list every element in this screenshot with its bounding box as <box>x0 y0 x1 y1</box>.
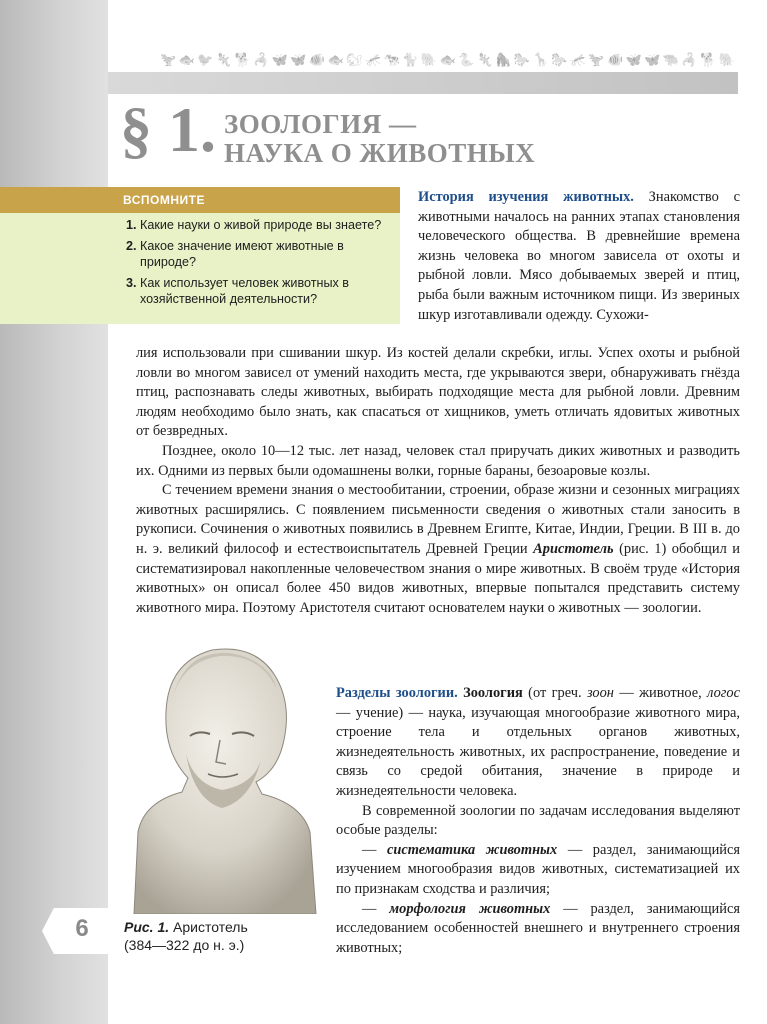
question-number: 3. <box>126 276 137 290</box>
question-number: 2. <box>126 239 137 253</box>
question-number: 1. <box>126 218 137 232</box>
animal-silhouette-icon: 🦖 <box>160 52 177 68</box>
animal-silhouette-icon: 🐃 <box>662 52 679 68</box>
figure-caption <box>124 918 314 954</box>
aristotle-name: Аристотель <box>533 540 614 557</box>
animal-silhouette-icon: 🐄 <box>383 52 400 68</box>
history-p3-part-a: С течением времени знания о местообитании, строении, образе жизни и сезонных миграциях животных расширялись. С появлением письменности сведения о животных стали заносить в рукописи. Сочинения о животных появились в Древнем Египте, Китае, Индии, Греции. В III в. до н. э. великий философ и естествоиспытатель Древней Греции <box>136 482 740 557</box>
page-number: 6 <box>75 915 89 942</box>
animal-silhouette-icon: 🦟 <box>365 52 382 68</box>
branches-heading: Разделы зоологии. <box>336 685 458 701</box>
animal-silhouette-icon: 🦋 <box>290 52 307 68</box>
figure-name: Аристотель <box>173 919 248 935</box>
question-item <box>126 275 400 307</box>
animal-silhouette-icon: 🦂 <box>681 52 698 68</box>
animal-silhouette-icon: 🐟 <box>327 52 344 68</box>
branches-column <box>336 684 740 958</box>
systematics-definition: — раздел, занимающийся изучением многообразия видов животных, систематизацией их по признакам сходства и различия; <box>336 841 740 897</box>
question-text: Какое значение имеют животные в природе? <box>140 239 344 269</box>
remember-heading: ВСПОМНИТЕ <box>0 187 400 213</box>
animal-silhouette-icon: 🐍 <box>458 52 475 68</box>
history-text-top: Знакомство с животными началось на ранних этапах становления человеческого общества. В древнейшие времена жизнь человека во многом зависела от охоты и рыбной ловли. Мясо добываемых зверей и птиц, рыба были важным источником пищи. Из звериных шкур изготавливали одежду. Сухожи- <box>418 189 740 323</box>
zoon-word: зоон <box>586 685 614 701</box>
animal-silhouette-icon: 🦋 <box>644 52 661 68</box>
question-item <box>126 238 400 270</box>
branches-text-b: — животное, <box>619 685 702 701</box>
morphology-term: морфология животных <box>389 900 551 917</box>
animal-silhouette-icon: 🐠 <box>308 52 326 68</box>
figure-dates: (384—322 до н. э.) <box>124 937 245 953</box>
animal-silhouette-icon: 🐘 <box>718 52 735 68</box>
animal-silhouette-icon: 🦟 <box>569 52 586 68</box>
dash: — <box>362 841 377 858</box>
logos-word: логос <box>707 685 740 701</box>
animal-silhouette-icon: 🦂 <box>253 52 270 68</box>
animal-silhouette-icon: 🦋 <box>625 52 642 68</box>
branches-text-a: (от греч. <box>528 685 582 701</box>
question-text: Какие науки о живой природе вы знаете? <box>140 218 382 232</box>
section-number: § 1. <box>120 94 216 165</box>
remember-box <box>0 187 400 324</box>
branches-text-c: — учение) — наука, изучающая многообразие животного мира, строение тела и отдельных органов животных, жизнедеятельность животных, их распространение, поведение и связь со средой обитания, значение в природе и жизнедеятельности человека. <box>336 704 740 799</box>
dash: — <box>362 900 377 917</box>
history-heading: История изучения животных. <box>418 189 634 205</box>
animal-silhouette-icon: 🐿 <box>346 52 363 68</box>
figure-label: Рис. 1. <box>124 919 170 935</box>
animal-silhouette-icon: 🐕 <box>700 52 717 68</box>
animal-silhouette-icon: 🦎 <box>215 52 233 68</box>
animal-silhouette-icon: 🐘 <box>420 52 438 68</box>
header-bar <box>108 72 738 94</box>
animal-silhouette-icon: 🐠 <box>606 52 624 68</box>
morphology-definition: — раздел, занимающийся исследованием особенностей внешнего и внутреннего строения животных; <box>336 900 740 956</box>
history-paragraph-1-top <box>418 188 740 325</box>
main-text-block <box>136 344 740 618</box>
question-text: Как использует человек животных в хозяйственной деятельности? <box>140 276 349 306</box>
history-paragraph-3 <box>136 481 740 618</box>
animal-silhouette-icon: 🐈 <box>402 52 419 68</box>
animal-silhouette-icon: 🐟 <box>439 52 456 68</box>
animal-silhouette-icon: 🐟 <box>178 52 195 68</box>
animal-silhouette-icon: 🐦 <box>197 52 214 68</box>
systematics-term: систематика животных <box>386 841 558 858</box>
morphology-item <box>336 900 740 959</box>
animal-silhouette-icon: 🐎 <box>513 52 531 68</box>
animal-silhouette-icon: 🦖 <box>588 52 605 68</box>
animal-silhouette-icon: 🐕 <box>234 52 251 68</box>
animal-silhouette-icon: 🦋 <box>271 52 288 68</box>
aristotle-bust-image <box>124 632 320 914</box>
animal-icons-row <box>160 52 735 68</box>
chapter-title <box>224 110 535 168</box>
animal-silhouette-icon: 🦒 <box>532 52 549 68</box>
zoology-word: Зоология <box>463 685 523 701</box>
animal-silhouette-icon: 🦍 <box>495 52 512 68</box>
question-item <box>126 217 400 233</box>
remember-questions <box>0 213 400 307</box>
history-paragraph-2: Позднее, около 10—12 тыс. лет назад, человек стал приручать диких животных и разводить их. Одними из первых были одомашнены волки, горные бараны, безоаровые козлы. <box>136 442 740 479</box>
history-p3-part-b: (рис. 1) обобщил и систематизировал накопленные человечеством знания о мире животных. В своём труде «История животных» он описал более 450 видов животных, впервые попытался представить систему животного мира. Поэтому Аристотеля считают основателем науки о животных — зоологии. <box>136 540 740 616</box>
systematics-item <box>336 841 740 900</box>
chapter-title-line-2: НАУКА О ЖИВОТНЫХ <box>224 138 536 168</box>
history-column <box>418 188 740 325</box>
page-margin-strip <box>0 0 108 1024</box>
animal-silhouette-icon: 🐎 <box>551 52 568 68</box>
history-paragraph-1-bottom: лия использовали при сшивании шкур. Из костей делали скребки, иглы. Успех охоты и рыбной ловли во многом зависел от умений находить места, где укрываются звери, обнаруживать гнёзда птиц, распознавать следы животных, выбирать подходящие места для рыбной ловли. Древним людям необходимо было знать, как спасаться от хищников, уметь отличать ядовитых животных от безвредных. <box>136 345 740 440</box>
animal-silhouette-icon: 🦎 <box>476 52 493 68</box>
branches-paragraph-2: В современной зоологии по задачам исследования выделяют особые разделы: <box>336 802 740 839</box>
chapter-title-line-1: ЗООЛОГИЯ — <box>224 109 417 139</box>
branches-paragraph-1 <box>336 684 740 802</box>
